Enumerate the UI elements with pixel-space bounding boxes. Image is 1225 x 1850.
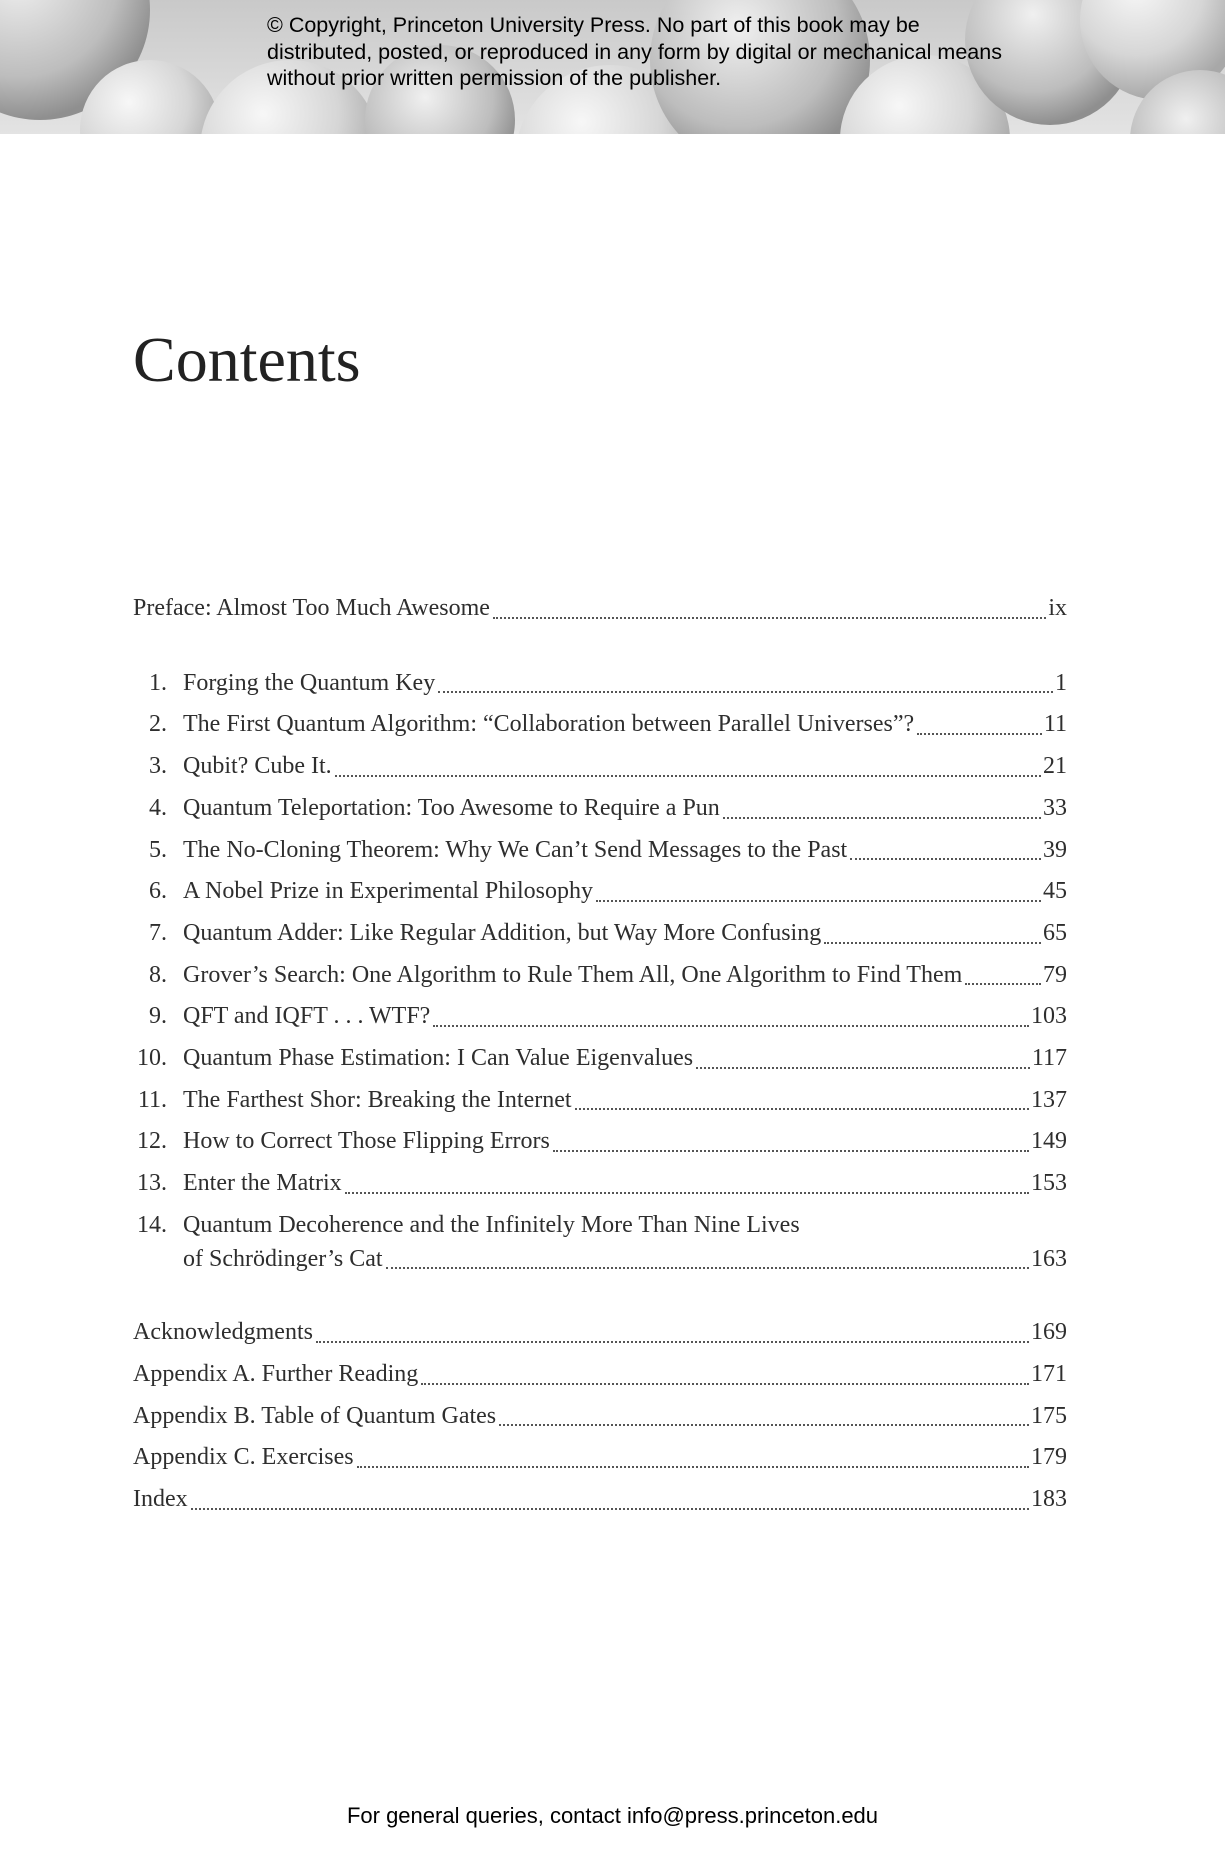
toc-entry-acknowledgments[interactable] [133, 1312, 1067, 1354]
dot-leader [596, 900, 1041, 902]
toc-chapter-14[interactable] [133, 1205, 1067, 1280]
toc-chapter-12[interactable] [133, 1121, 1067, 1163]
toc-entry-page: 65 [1043, 919, 1067, 946]
toc-entry-page: 1 [1055, 669, 1067, 696]
chapter-number: 1. [149, 669, 167, 696]
toc-entry-page: 117 [1031, 1045, 1067, 1072]
footer-contact: For general queries, contact info@press.princeton.edu [346, 1803, 879, 1828]
toc-entry-page: 175 [1031, 1402, 1067, 1429]
toc-chapter-6[interactable] [133, 871, 1067, 913]
toc-entry-page: 179 [1031, 1444, 1067, 1471]
chapter-number: 6. [149, 878, 167, 905]
toc-entry-label: Preface: Almost Too Much Awesome [133, 595, 490, 621]
dot-leader [421, 1383, 1029, 1385]
table-of-contents [133, 588, 1067, 1521]
toc-entry-page: 153 [1031, 1170, 1067, 1197]
toc-entry-page: 171 [1031, 1360, 1067, 1387]
dot-leader [553, 1150, 1029, 1152]
toc-chapter-3[interactable] [133, 746, 1067, 788]
chapter-number: 5. [149, 836, 167, 863]
toc-entry-label: The Farthest Shor: Breaking the Internet [183, 1086, 572, 1113]
toc-entry-label: A Nobel Prize in Experimental Philosophy [183, 878, 593, 905]
toc-entry-label: Acknowledgments [133, 1319, 313, 1346]
dot-leader [824, 942, 1041, 944]
toc-entry-preface[interactable] [133, 588, 1067, 630]
toc-chapter-9[interactable] [133, 996, 1067, 1038]
dot-leader [499, 1424, 1029, 1426]
dot-leader [433, 1025, 1029, 1027]
chapter-number: 12. [137, 1128, 167, 1155]
toc-chapter-8[interactable] [133, 955, 1067, 997]
toc-entry-label: Index [133, 1486, 188, 1513]
dot-leader [316, 1341, 1029, 1343]
dot-leader [696, 1067, 1030, 1069]
toc-entry-page: 163 [1031, 1245, 1067, 1272]
chapter-number: 9. [149, 1003, 167, 1030]
toc-entry-page: 21 [1043, 753, 1067, 780]
toc-entry-page: 169 [1031, 1319, 1067, 1346]
chapter-number: 3. [149, 753, 167, 780]
toc-entry-label: Forging the Quantum Key [183, 669, 436, 696]
dot-leader [493, 617, 1046, 619]
dot-leader [965, 983, 1041, 985]
chapter-number: 8. [149, 961, 167, 988]
toc-entry-page: ix [1048, 595, 1067, 621]
toc-entry-page: 79 [1043, 961, 1067, 988]
toc-entry-label: Qubit? Cube It. [183, 753, 332, 780]
toc-entry-page: 33 [1043, 794, 1067, 821]
toc-chapter-11[interactable] [133, 1080, 1067, 1122]
dot-leader [335, 775, 1041, 777]
toc-entry-index[interactable] [133, 1479, 1067, 1521]
toc-entry-page: 149 [1031, 1128, 1067, 1155]
toc-entry-page: 45 [1043, 878, 1067, 905]
toc-entry-label: Enter the Matrix [183, 1170, 342, 1197]
chapter-number: 10. [137, 1045, 167, 1072]
toc-entry-label: Appendix A. Further Reading [133, 1360, 419, 1387]
dot-leader [917, 733, 1042, 735]
dot-leader [357, 1466, 1029, 1468]
toc-chapter-4[interactable] [133, 788, 1067, 830]
toc-entry-page: 103 [1031, 1003, 1067, 1030]
toc-chapter-7[interactable] [133, 913, 1067, 955]
toc-entry-label: QFT and IQFT . . . WTF? [183, 1003, 431, 1030]
dot-leader [723, 817, 1041, 819]
toc-entry-page: 39 [1043, 836, 1067, 863]
toc-entry-label: Quantum Teleportation: Too Awesome to Require a Pun [183, 794, 720, 821]
chapter-number: 2. [149, 711, 167, 738]
toc-entry-label: The No-Cloning Theorem: Why We Can’t Send Messages to the Past [183, 836, 848, 863]
dot-leader [575, 1108, 1029, 1110]
toc-entry-label: Grover’s Search: One Algorithm to Rule Them All, One Algorithm to Find Them [183, 961, 963, 988]
toc-entry-label: The First Quantum Algorithm: “Collaboration between Parallel Universes”? [183, 711, 915, 738]
dot-leader [191, 1508, 1029, 1510]
toc-entry-page: 11 [1043, 711, 1067, 738]
page-title: Contents [133, 324, 361, 395]
toc-entry-label: Appendix C. Exercises [133, 1444, 354, 1471]
dot-leader [386, 1267, 1029, 1269]
toc-chapter-2[interactable] [133, 704, 1067, 746]
chapter-number: 11. [137, 1086, 167, 1113]
header-banner [0, 0, 1225, 134]
toc-entry-label: Quantum Decoherence and the Infinitely More Than Nine Lives [183, 1211, 800, 1238]
toc-entry-appendix-b[interactable] [133, 1396, 1067, 1438]
toc-chapter-10[interactable] [133, 1038, 1067, 1080]
toc-entry-appendix-a[interactable] [133, 1354, 1067, 1396]
dot-leader [345, 1192, 1029, 1194]
copyright-notice: © Copyright, Princeton University Press. No part of this book may be distributed, posted, or reproduced in any form by digital or mechanical means without prior written permission of the publisher. [267, 13, 1002, 90]
toc-entry-label: Quantum Adder: Like Regular Addition, but Way More Confusing [183, 919, 822, 946]
chapter-number: 14. [137, 1211, 167, 1238]
toc-entry-page: 183 [1031, 1486, 1067, 1513]
dot-leader [438, 691, 1053, 693]
chapter-number: 7. [149, 919, 167, 946]
chapter-number: 13. [137, 1170, 167, 1197]
dot-leader [850, 858, 1041, 860]
chapter-number: 4. [149, 794, 167, 821]
toc-entry-page: 137 [1031, 1086, 1067, 1113]
toc-chapter-1[interactable] [133, 663, 1067, 705]
toc-chapter-5[interactable] [133, 830, 1067, 872]
toc-entry-label: Appendix B. Table of Quantum Gates [133, 1402, 497, 1429]
toc-entry-appendix-c[interactable] [133, 1437, 1067, 1479]
toc-entry-label: How to Correct Those Flipping Errors [183, 1128, 550, 1155]
toc-entry-label: Quantum Phase Estimation: I Can Value Eigenvalues [183, 1045, 694, 1072]
toc-chapter-13[interactable] [133, 1163, 1067, 1205]
toc-entry-label-continued: of Schrödinger’s Cat [183, 1245, 383, 1272]
